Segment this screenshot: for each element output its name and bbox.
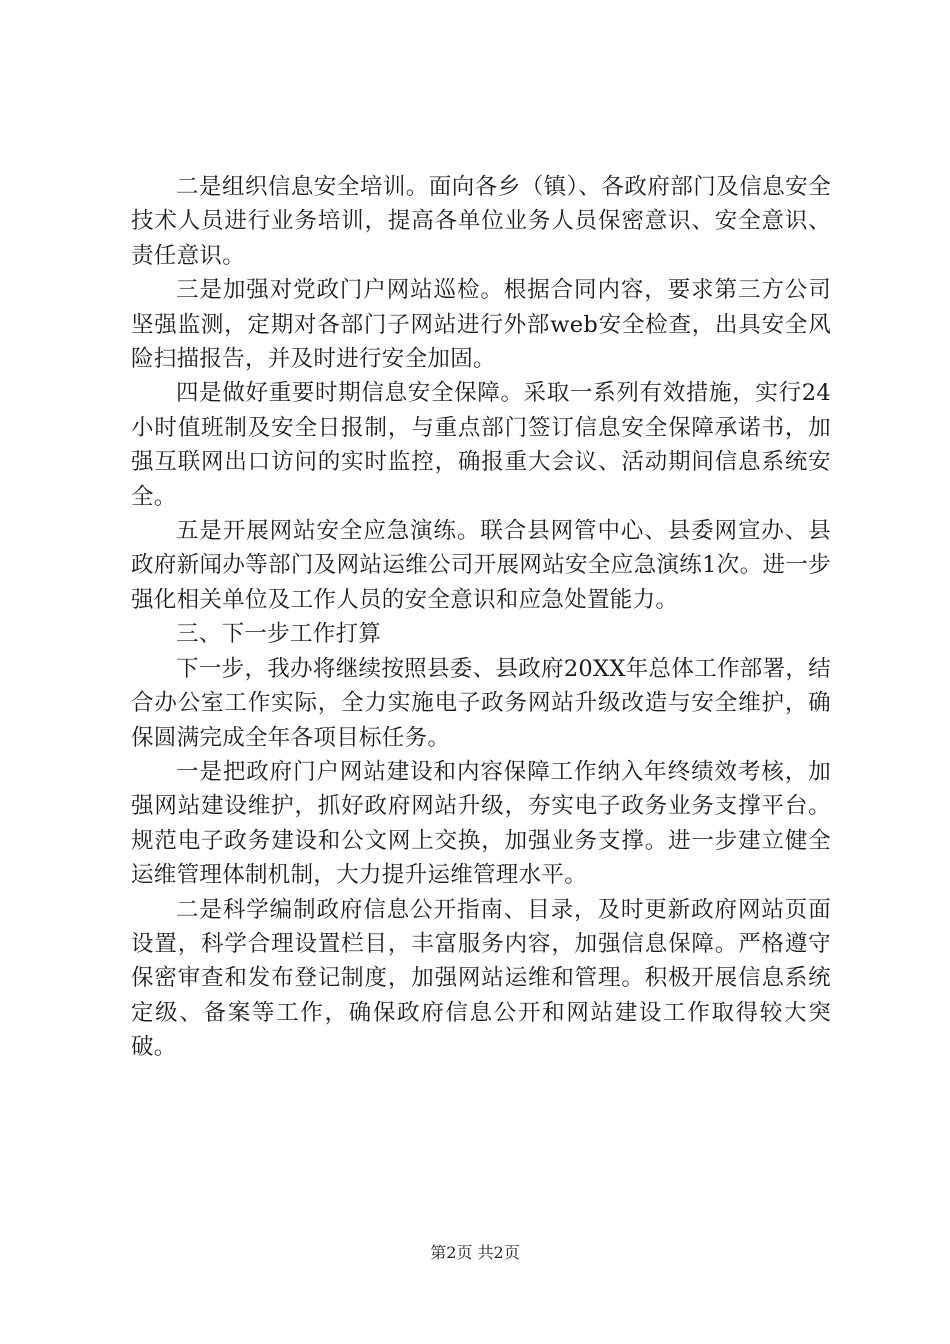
paragraph-portal-construction: 一是把政府门户网站建设和内容保障工作纳入年终绩效考核，加强网站建设维护，抓好政府网站升级，夯实电子政务业务支撑平台。规范电子政务建设和公文网上交换，加强业务支撑。进一步建立健全运维管理体制机制，大力提升运维管理水平。: [131, 758, 831, 889]
paragraph-info-disclosure: 二是科学编制政府信息公开指南、目录，及时更新政府网站页面设置，科学合理设置栏目，丰富服务内容，加强信息保障。严格遵守保密审查和发布登记制度，加强网站运维和管理。积极开展信息系统定级、备案等工作，确保政府信息公开和网站建设工作取得较大突破。: [131, 896, 831, 1061]
document-body: [131, 170, 831, 1065]
page-number-footer: 第2页 共2页: [430, 1243, 520, 1262]
paragraph-security-guarantee: 四是做好重要时期信息安全保障。采取一系列有效措施，实行24小时值班制及安全日报制，与重点部门签订信息安全保障承诺书，加强互联网出口访问的实时监控，确报重大会议、活动期间信息系统安全。: [131, 380, 831, 510]
paragraph-emergency-drill: 五是开展网站安全应急演练。联合县网管中心、县委网宣办、县政府新闻办等部门及网站运维公司开展网站安全应急演练1次。进一步强化相关单位及工作人员的安全意识和应急处置能力。: [131, 518, 831, 613]
section-heading-next-steps: 三、下一步工作打算: [176, 621, 382, 648]
paragraph-inspection: 三是加强对党政门户网站巡检。根据合同内容，要求第三方公司坚强监测，定期对各部门子网站进行外部web安全检查，出具安全风险扫描报告，并及时进行安全加固。: [131, 277, 831, 373]
paragraph-training: 二是组织信息安全培训。面向各乡（镇）、各政府部门及信息安全技术人员进行业务培训，提高各单位业务人员保密意识、安全意识、责任意识。: [131, 174, 831, 269]
paragraph-next-steps-intro: 下一步，我办将继续按照县委、县政府20XX年总体工作部署，结合办公室工作实际，全力实施电子政务网站升级改造与安全维护，确保圆满完成全年各项目标任务。: [131, 655, 831, 751]
